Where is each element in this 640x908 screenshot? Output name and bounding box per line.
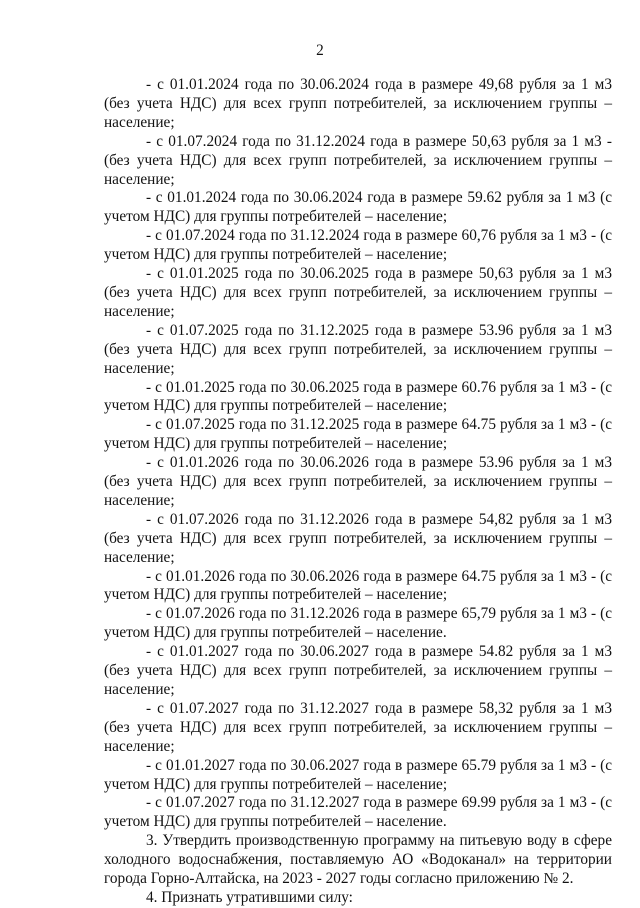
- tariff-item: - с 01.01.2026 года по 30.06.2026 года в размере 53.96 рубля за 1 м3 (без учета НДС) для всех групп потребителей, за исключением группы – население;: [104, 454, 612, 509]
- tariff-item: - с 01.07.2025 года по 31.12.2025 года в размере 53.96 рубля за 1 м3 (без учета НДС) для всех групп потребителей, за исключением группы – население;: [104, 321, 612, 377]
- tariff-item: - с 01.07.2025 года по 31.12.2025 года в размере 64.75 рубля за 1 м3 - (с учетом НДС) для группы потребителей – население;: [104, 416, 612, 453]
- clause-4: 4. Признать утратившими силу:: [146, 888, 353, 906]
- clause-3: 3. Утвердить производственную программу на питьевую воду в сфере холодного водоснабжения, поставляемую АО «Водоканал» на территории города Горно-Алтайска, на 2023 - 2027 годы согласно приложению № 2.: [104, 832, 612, 888]
- tariff-item: - с 01.01.2027 года по 30.06.2027 года в размере 54.82 рубля за 1 м3 (без учета НДС) для всех групп потребителей, за исключением группы – население;: [104, 643, 612, 698]
- tariff-item: - с 01.07.2027 года по 31.12.2027 года в размере 58,32 рубля за 1 м3 (без учета НДС) для всех групп потребителей, за исключением группы – население;: [104, 699, 612, 755]
- tariff-item: - с 01.01.2024 года по 30.06.2024 года в размере 49,68 рубля за 1 м3 (без учета НДС) для всех групп потребителей, за исключением группы – население;: [104, 76, 612, 131]
- tariff-item: - с 01.01.2026 года по 30.06.2026 года в размере 64.75 рубля за 1 м3 - (с учетом НДС) для группы потребителей – население;: [104, 567, 612, 604]
- document-body: [104, 76, 612, 908]
- tariff-item: - с 01.07.2027 года по 31.12.2027 года в размере 69.99 рубля за 1 м3 - (с учетом НДС) для группы потребителей – население.: [104, 794, 612, 831]
- tariff-item: - с 01.01.2027 года по 30.06.2027 года в размере 65.79 рубля за 1 м3 - (с учетом НДС) для группы потребителей – население;: [104, 756, 612, 793]
- tariff-item: - с 01.07.2024 года по 31.12.2024 года в размере 50,63 рубля за 1 м3 - (без учета НДС) для всех групп потребителей, за исключением группы – население;: [104, 132, 612, 188]
- tariff-item: - с 01.01.2024 года по 30.06.2024 года в размере 59.62 рубля за 1 м3 (с учетом НДС) для группы потребителей – население;: [104, 189, 612, 226]
- tariff-item: - с 01.07.2026 года по 31.12.2026 года в размере 65,79 рубля за 1 м3 - (с учетом НДС) для группы потребителей – население.: [104, 605, 612, 642]
- tariff-item: - с 01.07.2026 года по 31.12.2026 года в размере 54,82 рубля за 1 м3 (без учета НДС) для всех групп потребителей, за исключением группы – население;: [104, 510, 612, 566]
- page-number: 2: [316, 42, 324, 59]
- tariff-item: - с 01.07.2024 года по 31.12.2024 года в размере 60,76 рубля за 1 м3 - (с учетом НДС) для группы потребителей – население;: [104, 227, 612, 264]
- tariff-item: - с 01.01.2025 года по 30.06.2025 года в размере 60.76 рубля за 1 м3 - (с учетом НДС) для группы потребителей – население;: [104, 378, 612, 415]
- tariff-item: - с 01.01.2025 года по 30.06.2025 года в размере 50,63 рубля за 1 м3 (без учета НДС) для всех групп потребителей, за исключением группы – население;: [104, 265, 612, 320]
